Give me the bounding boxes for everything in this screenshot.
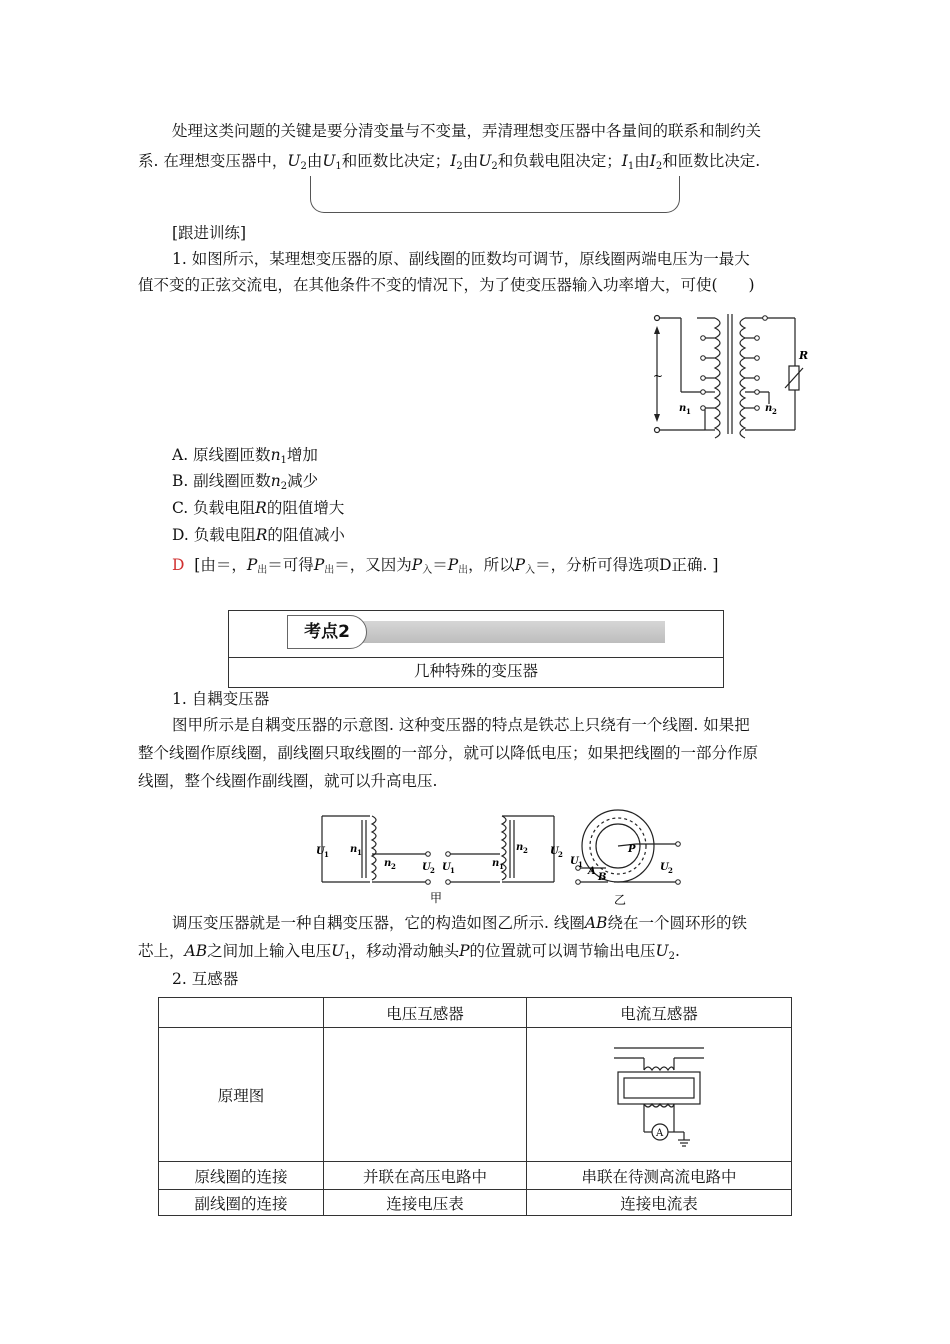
auto-transformer-heading: 1. 自耦变压器 [172,690,270,708]
svg-text:1: 1 [324,850,329,859]
svg-text:1: 1 [450,866,455,875]
svg-text:U: U [316,846,325,857]
svg-text:2: 2 [391,862,396,871]
kaodian-section-box [228,610,724,688]
option-c: C. 负载电阻R的阻值增大 [172,499,345,517]
svg-text:1: 1 [499,862,504,871]
svg-text:U: U [570,856,579,867]
svg-text:n: n [492,858,500,869]
question-line-2: 值不变的正弦交流电，在其他条件不变的情况下，为了使变压器输入功率增大，可使( ) [138,276,755,294]
table-cell: 原理图 [159,1028,324,1162]
table-row [159,1162,792,1190]
svg-text:1: 1 [686,407,691,416]
table-cell: 副线圈的连接 [159,1190,324,1216]
svg-text:乙: 乙 [614,893,627,907]
kaodian-badge: 考点2 [287,615,367,649]
question-line-1: 1. 如图所示，某理想变压器的原、副线圈的匝数均可调节，原线圈两端电压为一最大 [172,250,750,268]
svg-text:1: 1 [578,860,583,869]
table-cell: 原线圈的连接 [159,1162,324,1190]
table-cell: 串联在待测高流电路中 [527,1162,792,1190]
svg-text:n: n [384,858,392,869]
intro-line-1: 处理这类问题的关键是要分清变量与不变量，弄清理想变压器中各量间的联系和制约关 [172,122,762,140]
answer-letter: D [172,556,185,574]
svg-text:U: U [550,846,559,857]
svg-text:n: n [765,403,773,414]
svg-text:n: n [679,403,687,414]
svg-text:B: B [598,872,607,883]
table-header-cell: 电压互感器 [324,998,527,1028]
svg-text:2: 2 [523,846,528,855]
kaodian-divider [229,657,723,658]
svg-text:U: U [422,862,431,873]
svg-text:U: U [442,862,451,873]
table-cell: 连接电压表 [324,1190,527,1216]
instrument-transformer-table [158,997,792,1216]
table-cell: 连接电流表 [527,1190,792,1216]
current-transformer-diagram-cell [527,1028,792,1162]
adjustable-transformer-figure [645,308,807,438]
auto-paragraph-line-2: 整个线圈作原线圈，副线圈只取线圈的一部分，就可以降低电压；如果把线圈的一部分作原 [138,744,759,762]
table-row [159,1190,792,1216]
option-a: A. 原线圈匝数$n_1$增加 [172,446,318,466]
svg-text:2: 2 [558,850,563,859]
current-transformer-diagram [604,1034,714,1152]
intro-line-2: 系. 在理想变压器中，$U_2$由$U_1$和匝数比决定；$I_2$由$U_2$和负载电阻决定；$I_1$由$I_2$和匝数比决定. [138,152,761,172]
svg-text:n: n [350,844,358,855]
kaodian-title: 几种特殊的变压器 [413,662,538,680]
svg-text:1: 1 [357,848,362,857]
table-header-cell [159,998,324,1028]
table-cell: 并联在高压电路中 [324,1162,527,1190]
svg-text:2: 2 [668,866,673,875]
autotransformer-figure [314,808,684,907]
table-header-cell: 电流互感器 [527,998,792,1028]
mutual-heading: 2. 互感器 [172,970,239,988]
summary-bracket-box [310,176,680,213]
svg-text:甲: 甲 [430,891,443,905]
option-b: B. 副线圈匝数$n_2$减少 [172,472,319,492]
table-row [159,1028,792,1162]
svg-text:A: A [588,866,596,877]
svg-text:n: n [516,842,524,853]
option-d: D. 负载电阻R的阻值减小 [172,526,345,544]
table-header-row [159,998,792,1028]
auto-paragraph-line-1: 图甲所示是自耦变压器的示意图. 这种变压器的特点是铁芯上只绕有一个线圈. 如果把 [172,716,750,734]
auto-paragraph-line-3: 线圈，整个线圈作副线圈，就可以升高电压. [138,772,438,790]
svg-text:U: U [660,862,669,873]
answer-explanation: D [由＝，$P_出=$可得$P_出=$，又因为$P_入=P_出$，所以$P_入=$，分析可得选项D正确. ] [172,556,719,576]
svg-text:A: A [656,1127,664,1139]
svg-text:2: 2 [430,866,435,875]
table-cell [324,1028,527,1162]
svg-text:~: ~ [653,369,664,383]
exercise-heading: [跟进训练] [172,224,247,242]
regulator-line-1: 调压变压器就是一种自耦变压器，它的构造如图乙所示. 线圈AB绕在一个圆环形的铁 [172,914,747,932]
svg-text:P: P [628,844,636,855]
svg-text:2: 2 [772,407,777,416]
regulator-line-2: 芯上，AB之间加上输入电压$U_1$，移动滑动触头P的位置就可以调节输出电压$U_2$. [138,942,680,962]
svg-text:R: R [799,349,809,362]
